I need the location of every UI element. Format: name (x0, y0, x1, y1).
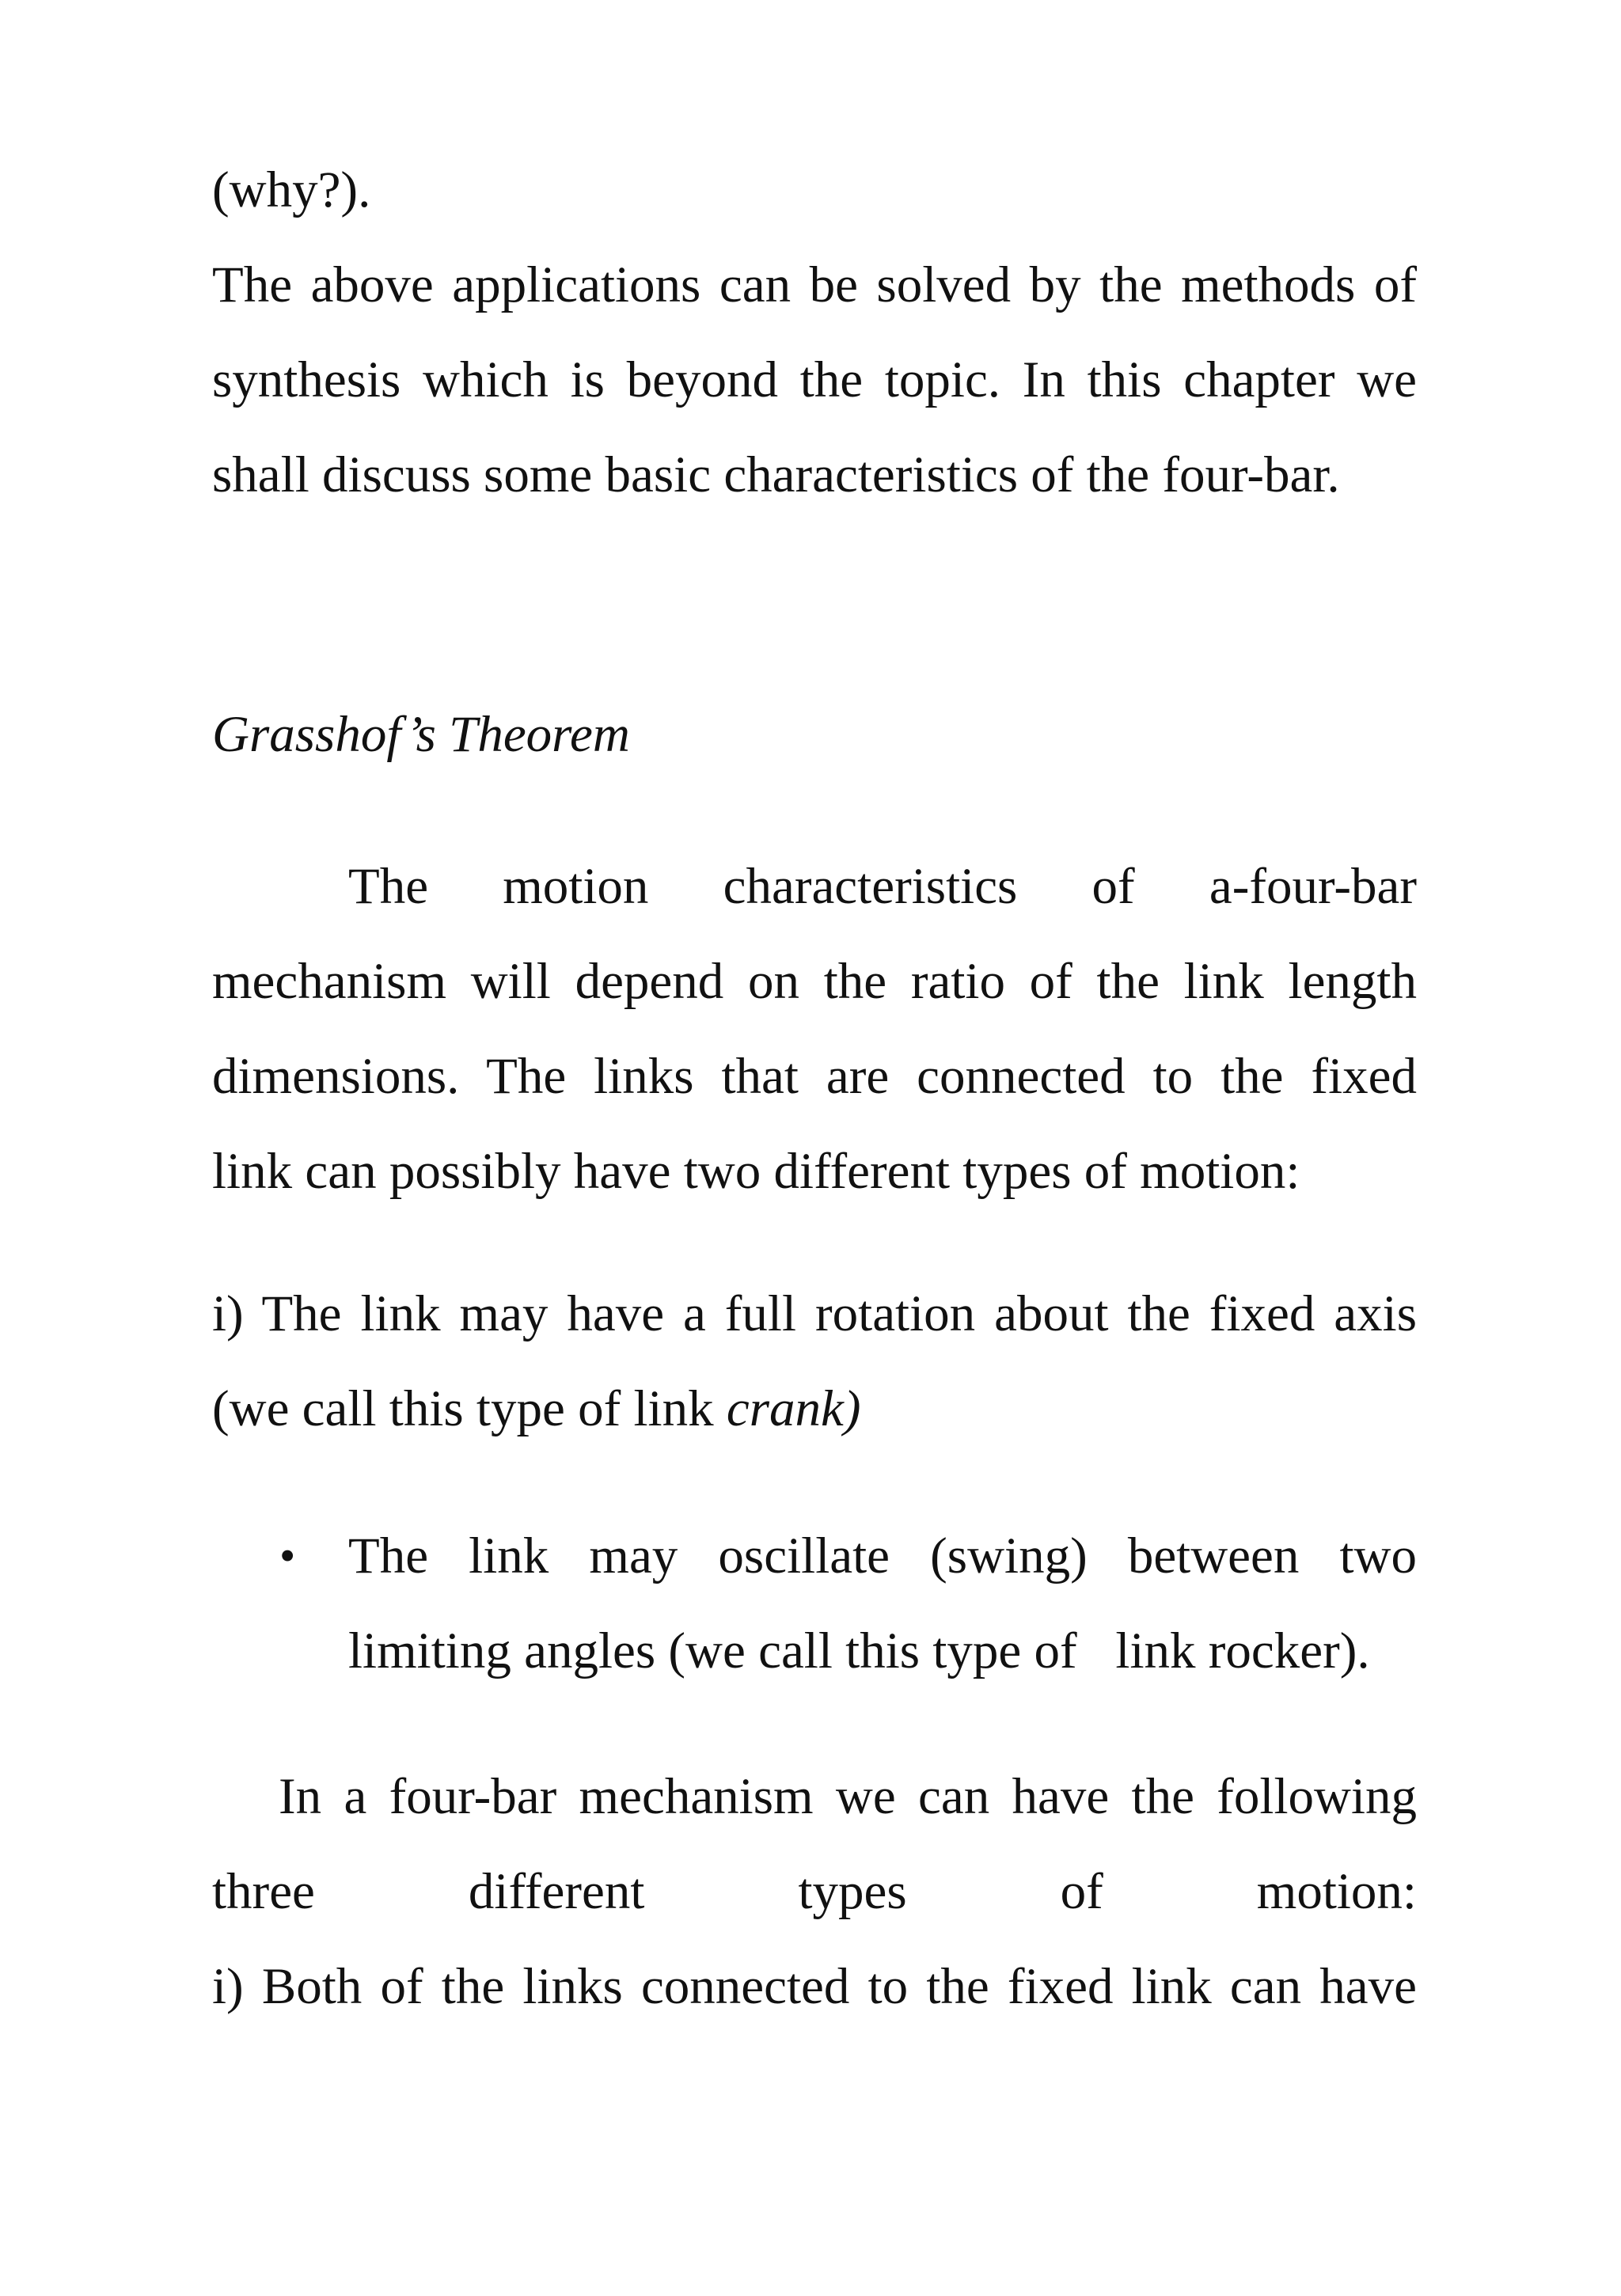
bullet-text (348, 1509, 1417, 1698)
intro-line-1: The above applications can be solved by the methods of (212, 256, 1417, 313)
intro-fragment (212, 142, 1417, 237)
paragraph2-line-1: In a four-bar mechanism we can have the following (279, 1768, 1417, 1825)
intro-fragment-text: (why?). (212, 161, 371, 218)
paragraph-line-2: mechanism will depend on the ratio of the link length (212, 953, 1417, 1010)
bullet-line-2: limiting angles (we call this type of link rocker). (348, 1622, 1370, 1679)
item-crank (212, 1266, 1417, 1456)
paragraph-line-3: dimensions. The links that are connected to the fixed (212, 1048, 1417, 1105)
item-crank-line-2-text: (we call this type of link (212, 1380, 727, 1437)
section-heading (212, 687, 1417, 782)
section-heading-text: Grasshof’s Theorem (212, 706, 630, 763)
item-crank-line-2 (212, 1361, 1417, 1456)
bullet-icon: • (279, 1530, 296, 1581)
paragraph-line-1: The motion characteristics of a-four-bar (348, 858, 1417, 915)
intro-line-2: synthesis which is beyond the topic. In this chapter we (212, 351, 1417, 408)
paragraph-line-4: link can possibly have two different types of motion: (212, 1143, 1300, 1200)
paragraph2-line-2: three different types of motion: (212, 1863, 1417, 1920)
intro-line-3: shall discuss some basic characteristics of the four-bar. (212, 446, 1340, 503)
bullet-line-1: The link may oscillate (swing) between two (348, 1528, 1417, 1584)
item-crank-line-1: i) The link may have a full rotation about the fixed axis (212, 1285, 1417, 1342)
intro-paragraph (212, 237, 1417, 522)
paragraph-motion-types (212, 1749, 1417, 2034)
item-crank-term: crank) (726, 1380, 861, 1437)
paragraph-grasshof (212, 839, 1417, 1219)
paragraph2-line-3: i) Both of the links connected to the fixed link can have (212, 1958, 1417, 2015)
